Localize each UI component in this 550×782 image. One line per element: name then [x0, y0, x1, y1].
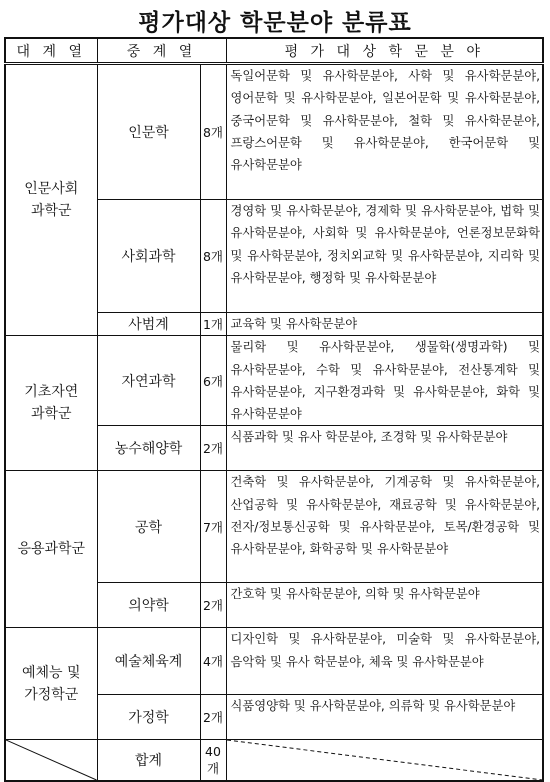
- diagonal-line: [227, 740, 542, 780]
- table-row: [5, 628, 543, 695]
- field-list: 교육학 및 유사학문분야: [226, 313, 543, 336]
- major-category: 응용과학군: [5, 471, 97, 628]
- field-list: 간호학 및 유사학문분야, 의학 및 유사학문분야: [226, 583, 543, 628]
- sub-category: 자연과학: [97, 336, 200, 426]
- field-count: 2개: [200, 426, 226, 471]
- total-count: 40 개: [200, 740, 226, 782]
- page-title: 평가대상 학문분야 분류표: [0, 4, 550, 37]
- field-count: 8개: [200, 200, 226, 313]
- field-count: 7개: [200, 471, 226, 583]
- field-count: 6개: [200, 336, 226, 426]
- sub-category: 공학: [97, 471, 200, 583]
- field-list: 식품영양학 및 유사학문분야, 의류학 및 유사학문분야: [226, 695, 543, 740]
- field-list: 디자인학 및 유사학문분야, 미술학 및 유사학문분야, 음악학 및 유사 학문분야, 체육 및 유사학문분야: [226, 628, 543, 695]
- total-row: [5, 740, 543, 782]
- sub-category: 예술체육계: [97, 628, 200, 695]
- major-category: 예체능 및 가정학군: [5, 628, 97, 740]
- table-row: [5, 64, 543, 200]
- classification-table: [4, 37, 544, 782]
- field-list: 독일어문학 및 유사학문분야, 사학 및 유사학문분야, 영어문학 및 유사학문분야, 일본어문학 및 유사학문분야, 중국어문학 및 유사학문분야, 철학 및 유사학문분야, 프랑스어문학 및 유사학문분야, 한국어문학 및 유사학문분야: [226, 64, 543, 200]
- field-list: 경영학 및 유사학문분야, 경제학 및 유사학문분야, 법학 및 유사학문분야, 사회학 및 유사학문분야, 언론정보문화학 및 유사학문분야, 정치외교학 및 유사학문분야, 지리학 및 유사학문분야, 행정학 및 유사학문분야: [226, 200, 543, 313]
- field-list: 물리학 및 유사학문분야, 생물학(생명과학) 및 유사학문분야, 수학 및 유사학문분야, 전산통계학 및 유사학문분야, 지구환경과학 및 유사학문분야, 화학 및 유사학문분야: [226, 336, 543, 426]
- sub-category: 인문학: [97, 64, 200, 200]
- diagonal-cell: [226, 740, 543, 782]
- field-count: 2개: [200, 583, 226, 628]
- header-major: 대 계 열: [5, 38, 97, 64]
- total-label: 합계: [97, 740, 200, 782]
- field-count: 1개: [200, 313, 226, 336]
- sub-category: 사범계: [97, 313, 200, 336]
- sub-category: 의약학: [97, 583, 200, 628]
- table-row: [5, 336, 543, 426]
- header-row: [5, 38, 543, 64]
- diagonal-cell: [5, 740, 97, 782]
- header-middle: 중 계 열: [97, 38, 226, 64]
- field-list: 건축학 및 유사학문분야, 기계공학 및 유사학문분야, 산업공학 및 유사학문분야, 재료공학 및 유사학문분야, 전자/정보통신공학 및 유사학문분야, 토목/환경공학 및 유사학문분야, 화학공학 및 유사학문분야: [226, 471, 543, 583]
- field-count: 2개: [200, 695, 226, 740]
- diagonal-line: [6, 740, 97, 780]
- sub-category: 사회과학: [97, 200, 200, 313]
- sub-category: 농수해양학: [97, 426, 200, 471]
- major-category: 인문사회 과학군: [5, 64, 97, 336]
- field-count: 4개: [200, 628, 226, 695]
- header-fields: 평 가 대 상 학 문 분 야: [226, 38, 543, 64]
- field-list: 식품과학 및 유사 학문분야, 조경학 및 유사학문분야: [226, 426, 543, 471]
- sub-category: 가정학: [97, 695, 200, 740]
- table-row: [5, 471, 543, 583]
- major-category: 기초자연 과학군: [5, 336, 97, 471]
- field-count: 8개: [200, 64, 226, 200]
